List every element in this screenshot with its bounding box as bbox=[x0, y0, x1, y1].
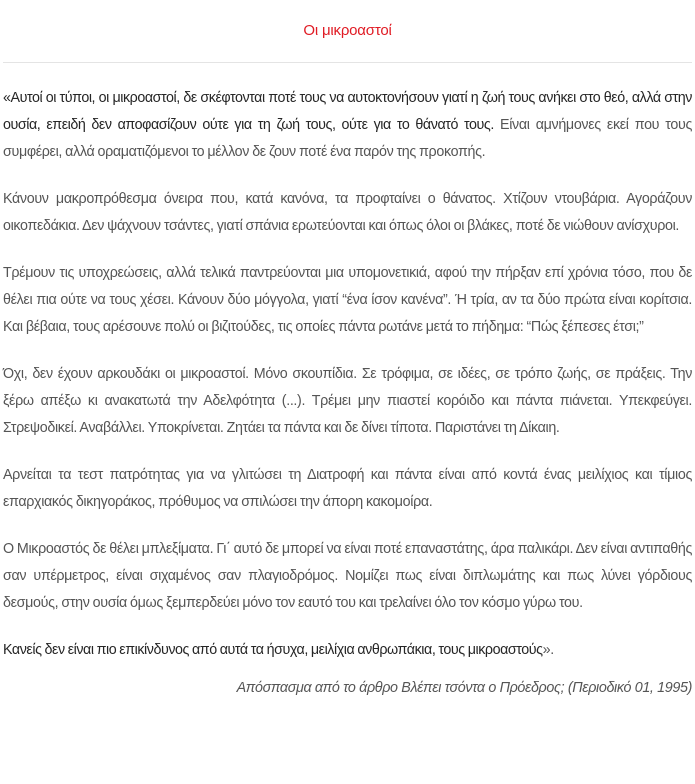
paragraph-6: Ο Μικροαστός δε θέλει μπλεξίματα. Γι΄ αυτό δε μπορεί να είναι ποτέ επαναστάτης, άρα παλικάρι. Δεν είναι αντιπαθής σαν υπέρμετρος, είναι σιχαμένος σαν πλαγιοδρόμος. Νομίζει πως είναι διπλωμάτης και πως λύνει γόρδιους δεσμούς, στην ουσία όμως ξεμπερδεύει μόνο τον εαυτό του και τρελαίνει όλο τον κόσμο γύρω του. bbox=[3, 541, 692, 611]
paragraph-3: Τρέμουν τις υποχρεώσεις, αλλά τελικά παντρεύονται μια υπομονετικιά, αφού την πήρξαν επί χρόνια τόσο, που δε θέλει πια ούτε να τους χέσει. Κάνουν δύο μόγγολα, γιατί “ένα ίσον κανένα”. Ή τρία, αν τα δύο πρώτα είναι κορίτσια. Και βέβαια, τους αρέσουνε πολύ οι βιζιτούδες, τις οποίες πάντα ρωτάνε μετά το πήδημα: “Πώς ξέπεσες έτσι;” bbox=[3, 265, 692, 335]
paragraph-1 bbox=[3, 85, 692, 166]
paragraph-4: Όχι, δεν έχουν αρκουδάκι οι μικροαστοί. Μόνο σκουπίδια. Σε τρόφιμα, σε ιδέες, σε τρόπο ζωής, σε πράξεις. Την ξέρω απέξω κι ανακατωτά την Αδελφότητα (...). Τρέμει μην πιαστεί κορόιδο και πάντα πιάνεται. Υπεκφεύγει. Στρεψοδικεί. Αναβάλλει. Υποκρίνεται. Ζητάει τα πάντα και δε δίνει τίποτα. Παριστάνει τη Δίκαιη. bbox=[3, 366, 692, 436]
page-title: Οι μικροαστοί bbox=[303, 21, 392, 39]
paragraph-7-bold: Κανείς δεν είναι πιο επικίνδυνος από αυτά τα ήσυχα, μειλίχια ανθρωπάκια, τους μικροαστούς bbox=[3, 642, 543, 658]
paragraph-1-rest: Είναι αμνήμονες εκεί που τους συμφέρει, αλλά οραματιζόμενοι το μέλλον δε ζουν ποτέ ένα παρόν της προκοπής. bbox=[3, 117, 693, 160]
article-body bbox=[3, 63, 692, 696]
source-citation: Απόσπασμα από το άρθρο Βλέπει τσόντα ο Πρόεδρος; (Περιοδικό 01, 1995) bbox=[236, 680, 692, 696]
paragraph-7-rest: ». bbox=[542, 642, 554, 658]
paragraph-7 bbox=[3, 637, 692, 664]
paragraph-1-bold: «Αυτοί οι τύποι, οι μικροαστοί, δε σκέφτονται ποτέ τους να αυτοκτονήσουν γιατί η ζωή τους ανήκει στο θεό, αλλά στην ουσία, επειδή δεν αποφασίζουν ούτε για τη ζωή τους, ούτε για το θάνατό τους. bbox=[3, 90, 692, 133]
paragraph-5: Αρνείται τα τεστ πατρότητας για να γλιτώσει τη Διατροφή και πάντα είναι από κοντά ένας μειλίχιος και τίμιος επαρχιακός δικηγοράκος, πρόθυμος να σπιλώσει την άπορη κακομοίρα. bbox=[3, 467, 692, 510]
paragraph-2: Κάνουν μακροπρόθεσμα όνειρα που, κατά κανόνα, τα προφταίνει ο θάνατος. Χτίζουν ντουβάρια. Αγοράζουν οικοπεδάκια. Δεν ψάχνουν τσάντες, γιατί σπάνια ερωτεύονται και όπως όλοι οι βλάκες, ποτέ δε νιώθουν ανίσχυροι. bbox=[3, 191, 692, 234]
title-bar bbox=[3, 0, 692, 63]
